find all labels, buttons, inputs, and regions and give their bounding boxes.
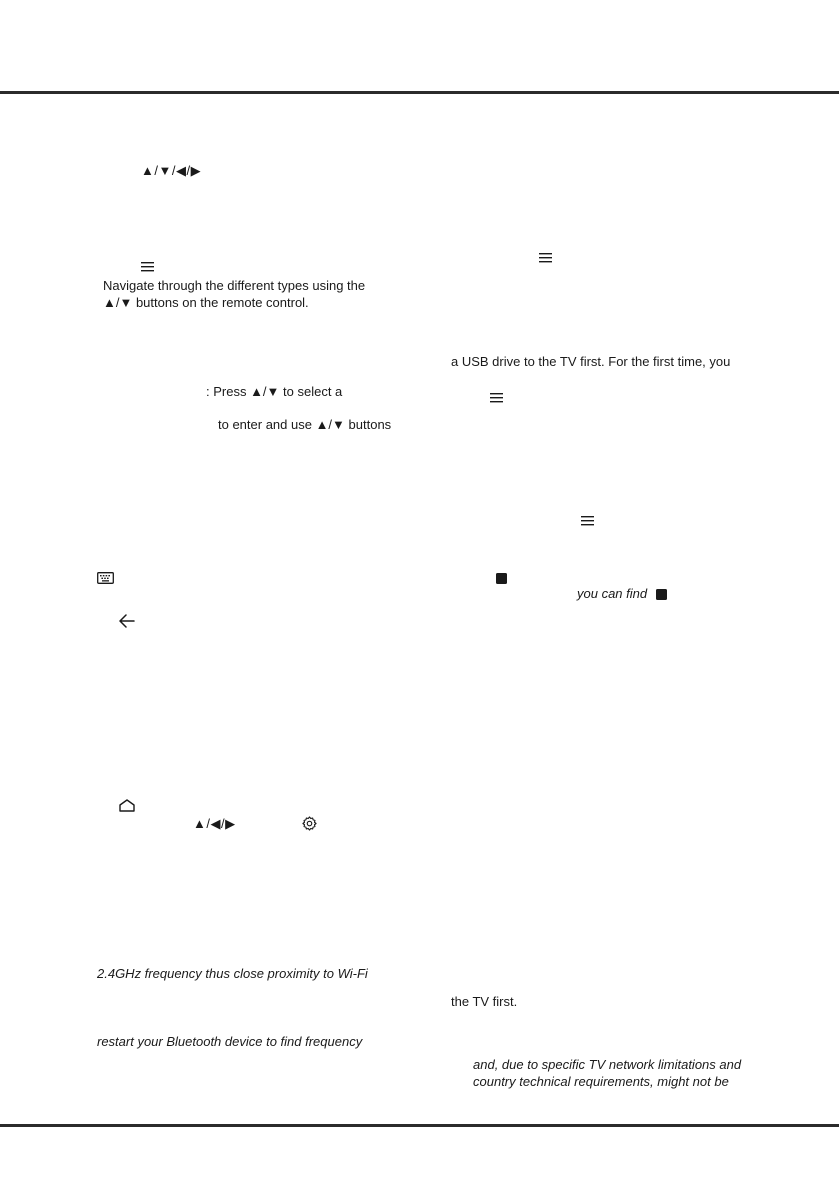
enter-use-text: to enter and use ▲/▼ buttons xyxy=(218,417,392,432)
network-note-line-2: country technical requirements, might not be xyxy=(473,1074,729,1089)
gear-icon xyxy=(302,816,317,831)
keyboard-icon xyxy=(97,572,114,584)
menu-icon xyxy=(490,392,504,404)
menu-icon xyxy=(581,515,595,527)
navigate-text-line-1: Navigate through the different types using the xyxy=(103,278,366,293)
menu-icon xyxy=(141,261,155,273)
press-select-text: : Press ▲/▼ to select a xyxy=(206,384,343,399)
navigate-text-line-2: ▲/▼ buttons on the remote control. xyxy=(103,295,309,310)
square-icon xyxy=(496,573,507,584)
wifi-note-text: 2.4GHz frequency thus close proximity to Wi-Fi xyxy=(97,966,368,981)
bottom-rule xyxy=(0,1124,839,1127)
arrow-buttons-label: ▲/▼/◀/▶ xyxy=(141,163,202,178)
arrow-buttons-up-left-right: ▲/◀/▶ xyxy=(193,816,236,831)
network-note-line-1: and, due to specific TV network limitations and xyxy=(473,1057,742,1072)
bluetooth-note-text: restart your Bluetooth device to find frequency xyxy=(97,1034,363,1049)
menu-icon xyxy=(539,252,553,264)
square-icon xyxy=(656,589,667,600)
tv-first-text: the TV first. xyxy=(451,994,518,1009)
home-icon xyxy=(119,799,135,812)
you-can-find-text: you can find xyxy=(577,586,648,601)
usb-drive-text: a USB drive to the TV first. For the first time, you xyxy=(451,354,731,369)
top-rule xyxy=(0,91,839,94)
back-arrow-icon xyxy=(119,614,135,628)
